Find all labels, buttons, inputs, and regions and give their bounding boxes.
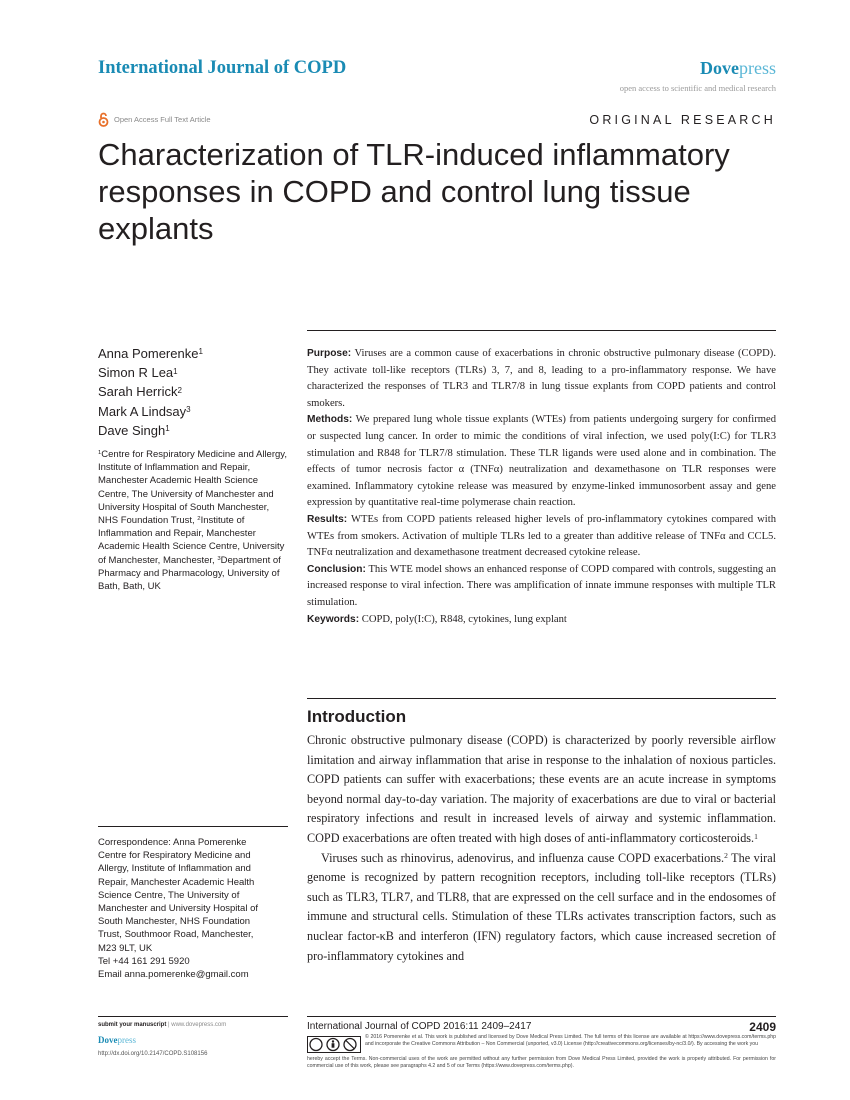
author: Simon R Lea$^1$ — [98, 365, 178, 381]
footer-left-rule — [98, 1016, 288, 1017]
abstract-conclusion: Conclusion: This WTE model shows an enhanced response of COPD compared with controls, suggesting an increased response to viral infection. There was amplification of innate immune responses with multiple TLR stimulation. — [307, 563, 776, 608]
correspondence-label: Correspondence: Anna Pomerenke — [98, 837, 247, 848]
introduction-heading: Introduction — [307, 707, 407, 726]
submit-manuscript-link[interactable]: submit your manuscript | www.dovepress.com — [98, 1022, 227, 1028]
footer-right-rule — [307, 1016, 776, 1017]
citation: International Journal of COPD 2016:11 2409–2417 — [307, 1021, 532, 1032]
license-text: © 2016 Pomerenke et al. This work is published and licensed by Dove Medical Press Limited. The full terms of this license are available at https://www.dovepress.com/terms.php and incorporate the Creative Commons Attribution – Non Commercial (unported, v3.0) License (http://creativecommons.org/licenses/by-nc/3.0/). By accessing the work you — [365, 1034, 776, 1048]
publisher-logo-main: Dove — [700, 58, 739, 78]
open-access-lock-icon — [98, 112, 109, 127]
author: Dave Singh$^1$ — [98, 422, 170, 438]
abstract — [307, 346, 776, 628]
correspondence-block: Correspondence: Anna Pomerenke Centre for Respiratory Medicine and Allergy, Institute of Inflammation and Repair, Manchester Academic Health Science Centre, The University of Manchester and University Hospital of South Manchester, NHS Foundation Trust, Southmoor Road, Manchester, M23 9LT, UK Tel +44 161 291 5920 Email anna.pomerenke@gmail.com — [98, 836, 290, 981]
divider — [98, 826, 288, 827]
author-list — [98, 344, 288, 440]
introduction-body — [307, 731, 776, 966]
abstract-top-rule — [307, 330, 776, 331]
affiliations: $^1$Centre for Respiratory Medicine and Allergy, Institute of Inflammation and Repair, Manchester Academic Health Science Centre, The University of Manchester and University Hospital of South Manchester, NHS Foundation Trust, $^2$Institute of Inflammation and Repair, Manchester Academic Health Science Centre, University of Manchester, Manchester, $^3$Department of Pharmacy and Pharmacology, University of Bath, Bath, UK — [98, 449, 287, 593]
paragraph: Chronic obstructive pulmonary disease (COPD) is characterized by poorly reversible airflow limitation and airway inflammation that arise in response to the inhalation of noxious particles. COPD patients can suffer with exacerbations; these events are an acute increase in symptoms beyond normal day-to-day variation. The majority of exacerbations are due to viral or bacterial respiratory infections and result in increased levels of airway and systemic inflammation. COPD exacerbations are often treated with high doses of anti-inflammatory corticosteroids.$^1$ — [307, 733, 776, 845]
page-number: 2409 — [749, 1020, 776, 1034]
journal-name: International Journal of COPD — [98, 58, 347, 78]
abstract-methods: Methods: We prepared lung whole tissue explants (WTEs) from patients undergoing surgery for confirmed or suspected lung cancer. In order to mimic the conditions of viral infection, we used poly(I:C) for TLR3 stimulation and R848 for TLR7/8 stimulation. These TLR ligands were used alone and in combination. The effects of tumor necrosis factor α (TNFα) neutralization and dexamethasone on TLR responses were examined. Inflammatory cytokine release was measured by enzyme-linked immunosorbent assay and gene expression by quantitative real-time polymerase chain reaction. — [307, 414, 776, 509]
abstract-purpose: Purpose: Viruses are a common cause of exacerbations in chronic obstructive pulmonary disease (COPD). They activate toll-like receptors (TLRs) 3, 7, and 8, leading to a pro-inflammatory response. We have characterized the responses of TLR3 and TLR7/8 in lung tissue explants from COPD patients and control smokers. — [307, 348, 776, 409]
paragraph: Viruses such as rhinovirus, adenovirus, and influenza cause COPD exacerbations.$^2$ The viral genome is recognized by pattern recognition receptors, including toll-like receptors (TLRs) such as TLR3, TLR7, and TLR8, that are expressed on the cell surface and in the endosomes of immune and structural cells. Stimulation of these TLRs activates transcription factors, such as nuclear factor-κB and interferon (IFN) regulatory factors, which cause increased secretion of pro-inflammatory cytokines and — [307, 850, 777, 963]
publisher-logo — [700, 58, 776, 79]
publisher-logo-suffix: press — [739, 58, 776, 78]
correspondence-email[interactable]: Email anna.pomerenke@gmail.com — [98, 969, 249, 981]
abstract-results: Results: WTEs from COPD patients released higher levels of pro-inflammatory cytokines compared with WTEs from smokers. Activation of multiple TLRs led to a greater than additive release of TNFα and CCL5. TNFα neutralization and dexamethasone treatment decreased cytokine release. — [307, 513, 776, 559]
author: Mark A Lindsay$^3$ — [98, 403, 191, 419]
footer-publisher-logo: Dovepress — [98, 1035, 136, 1045]
abstract-bottom-rule — [307, 698, 776, 699]
license-text-continued: hereby accept the Terms. Non-commercial uses of the work are permitted without any further permission from Dove Medical Press Limited, provided the work is properly attributed. For permission for commercial use of this work, please see paragraphs 4.2 and 5 of our Terms (https://www.dovepress.com/terms.php). — [307, 1056, 776, 1070]
open-access-badge — [98, 112, 211, 127]
article-title: Characterization of TLR-induced inflammatory responses in COPD and control lung tissue explants — [98, 137, 730, 246]
abstract-keywords: Keywords: COPD, poly(I:C), R848, cytokines, lung explant — [307, 613, 567, 625]
article-type: ORIGINAL RESEARCH — [589, 113, 776, 127]
doi-link[interactable]: http://dx.doi.org/10.2147/COPD.S108156 — [98, 1051, 208, 1057]
author: Sarah Herrick$^2$ — [98, 384, 182, 400]
open-access-label: Open Access Full Text Article — [114, 115, 211, 124]
author: Anna Pomerenke$^1$ — [98, 346, 203, 361]
publisher-tagline: open access to scientific and medical research — [619, 83, 776, 93]
creative-commons-icon[interactable] — [307, 1036, 361, 1053]
